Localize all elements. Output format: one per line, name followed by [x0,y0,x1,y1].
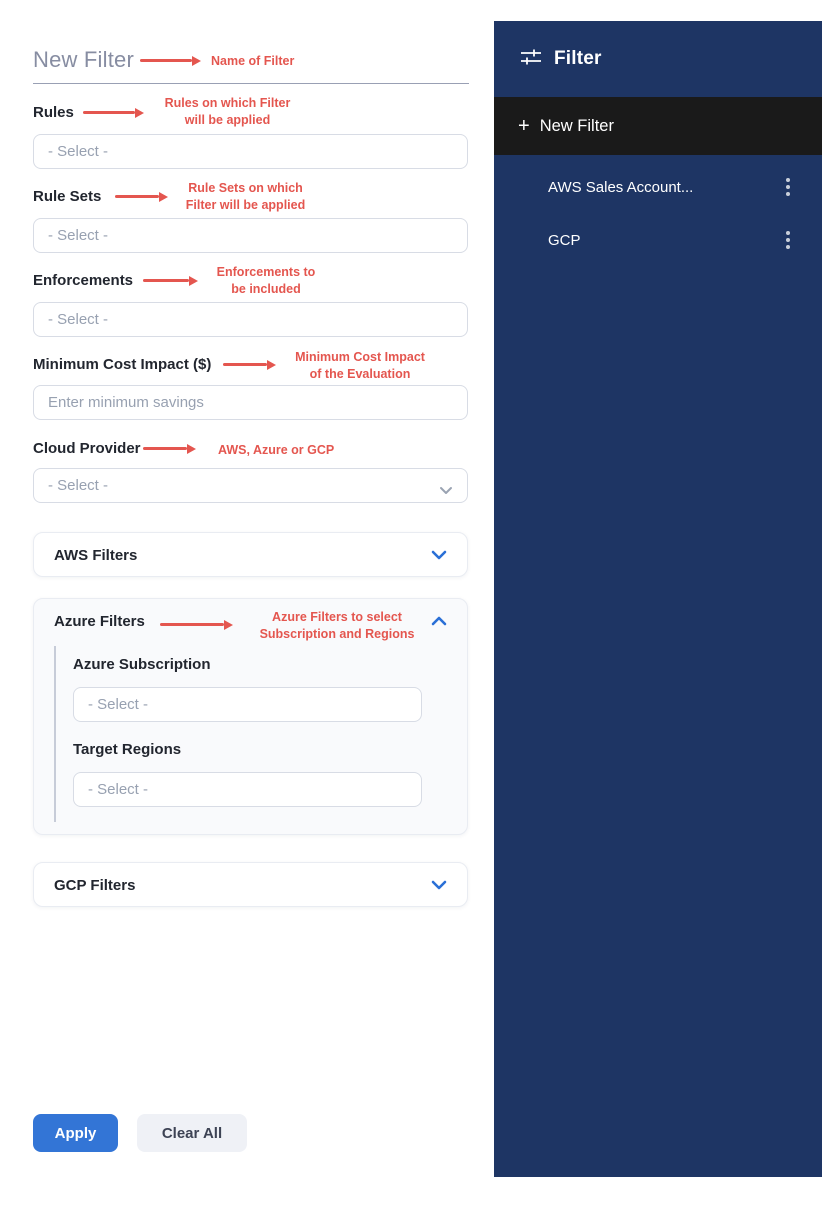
annotation-arrow [140,59,192,62]
annotation-rule-sets: Rule Sets on which Filter will be applied [185,181,306,212]
new-filter-button[interactable] [494,97,822,155]
azure-subscription-placeholder: - Select - [88,696,149,713]
aws-filters-card [33,532,468,577]
gcp-filters-label: GCP Filters [54,877,136,894]
annotation-name-of-filter: Name of Filter [211,54,295,68]
annotation-arrow [223,363,267,366]
rule-sets-label: Rule Sets [33,188,102,205]
title-underline [33,83,469,84]
enforcements-label: Enforcements [33,272,134,289]
aws-filters-toggle[interactable] [34,533,467,578]
rules-select[interactable] [33,134,468,169]
kebab-menu-icon[interactable] [786,178,790,196]
rules-select-placeholder: - Select - [48,143,109,160]
cloud-provider-label: Cloud Provider [33,440,141,457]
target-regions-select[interactable] [73,772,422,807]
chevron-down-icon[interactable] [431,877,447,894]
sidebar-item-gcp[interactable] [494,220,822,260]
rules-label: Rules [33,104,74,121]
enforcements-select-placeholder: - Select - [48,311,109,328]
chevron-up-icon[interactable] [431,613,447,630]
aws-filters-label: AWS Filters [54,547,138,564]
cloud-provider-select[interactable] [33,468,468,503]
gcp-filters-toggle[interactable] [34,863,467,908]
azure-indent-line [54,646,56,822]
cloud-provider-select-placeholder: - Select - [48,477,109,494]
azure-subscription-select[interactable] [73,687,422,722]
azure-filters-label: Azure Filters [54,613,145,630]
sidebar-header [494,21,822,97]
target-regions-placeholder: - Select - [88,781,149,798]
clear-all-button[interactable]: Clear All [137,1114,247,1152]
target-regions-label: Target Regions [73,741,182,758]
chevron-down-icon [439,482,453,499]
apply-button[interactable]: Apply [33,1114,118,1152]
annotation-min-cost: Minimum Cost Impact of the Evaluation [295,350,425,381]
filter-sidebar [494,21,822,1177]
chevron-down-icon[interactable] [431,547,447,564]
annotation-arrow [143,279,189,282]
kebab-menu-icon[interactable] [786,231,790,249]
sidebar-item-label: GCP [548,231,581,249]
annotation-arrow [143,447,187,450]
annotation-arrow [83,111,135,114]
plus-icon: + [518,114,530,137]
annotation-cloud-provider: AWS, Azure or GCP [218,443,335,457]
rule-sets-select[interactable] [33,218,468,253]
enforcements-select[interactable] [33,302,468,337]
annotation-arrow [115,195,159,198]
annotation-azure-filters: Azure Filters to select Subscription and Regions [259,610,415,641]
min-cost-label: Minimum Cost Impact ($) [33,356,212,373]
rule-sets-select-placeholder: - Select - [48,227,109,244]
sidebar-title: Filter [554,48,602,69]
annotation-enforcements: Enforcements to be included [216,265,316,296]
gcp-filters-card [33,862,468,907]
sliders-icon [520,47,542,72]
azure-subscription-label: Azure Subscription [73,656,211,673]
sidebar-item-aws-sales-account[interactable] [494,167,822,207]
annotation-rules: Rules on which Filter will be applied [164,96,291,127]
new-filter-label: New Filter [539,116,614,135]
min-cost-input[interactable] [33,385,468,420]
annotation-arrow [160,623,224,626]
sidebar-item-label: AWS Sales Account... [548,178,694,196]
filter-name-input[interactable]: New Filter [33,47,135,72]
